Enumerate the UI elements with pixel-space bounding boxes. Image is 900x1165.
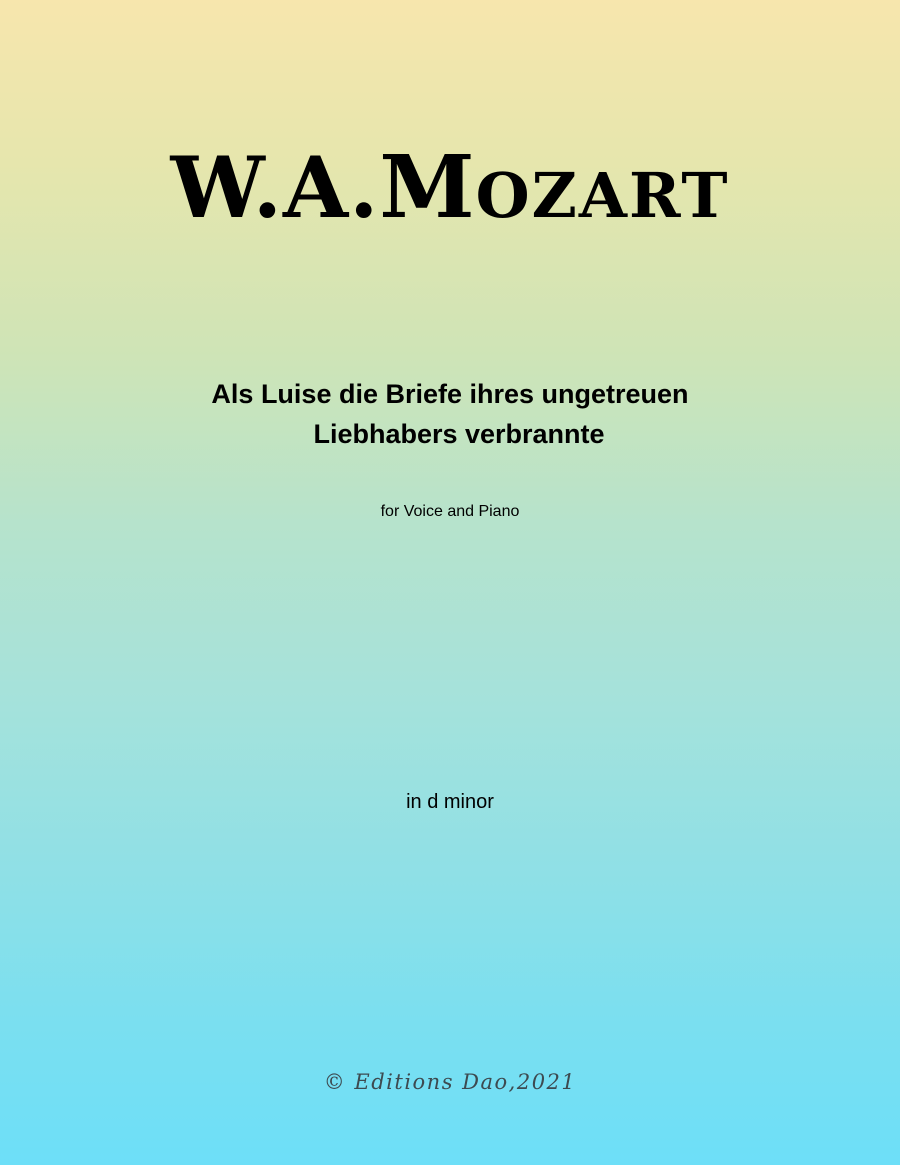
composer-surname-smallcaps: OZART — [475, 159, 730, 232]
key-signature-text: in d minor — [406, 791, 494, 813]
copyright-notice: © Editions Dao,2021 — [323, 1070, 577, 1094]
composer-initials: W.A. — [170, 138, 380, 237]
composer-name — [0, 138, 900, 246]
piece-title-line-2: Liebhabers verbrannte — [313, 419, 605, 449]
piece-title — [0, 374, 900, 454]
instrumentation: for Voice and Piano — [380, 503, 520, 520]
composer-surname-capital: M — [379, 137, 476, 238]
piece-title-line-1: Als Luise die Briefe ihres ungetreuen — [211, 379, 689, 409]
